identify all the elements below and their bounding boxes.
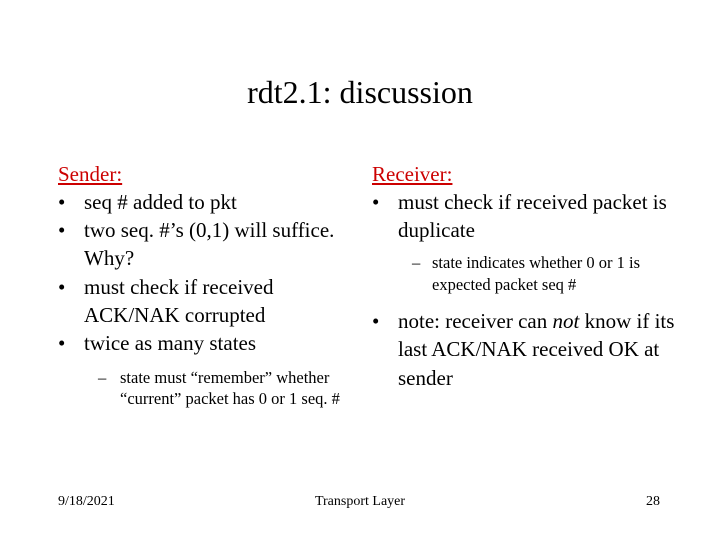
- sender-column: [58, 160, 368, 410]
- sender-heading: Sender:: [58, 162, 123, 186]
- receiver-bullet-1: • must check if received packet is duplicate: [372, 188, 692, 244]
- receiver-bullet-2-pre: note: receiver can: [398, 309, 553, 334]
- sender-bullet-2: • two seq. #’s (0,1) will suffice. Why?: [58, 216, 368, 272]
- footer-title: Transport Layer: [314, 494, 406, 509]
- footer-date: 9/18/2021: [58, 494, 115, 509]
- receiver-sub-bullet: – state indicates whether 0 or 1 is expected packet seq #: [372, 252, 692, 295]
- footer-page-number: 28: [646, 494, 660, 509]
- receiver-column: [372, 160, 692, 392]
- receiver-heading: Receiver:: [372, 162, 453, 186]
- sender-bullet-4: • twice as many states: [58, 329, 368, 357]
- sender-bullet-3: • must check if received ACK/NAK corrupted: [58, 273, 368, 329]
- receiver-bullet-2-emphasis: not: [552, 309, 580, 334]
- slide-title: rdt2.1: discussion: [247, 74, 473, 110]
- sender-bullet-1: • seq # added to pkt: [58, 188, 368, 216]
- receiver-bullet-2: [372, 307, 692, 391]
- sender-list: [58, 188, 368, 410]
- sender-sub-bullet: – state must “remember” whether “current” packet has 0 or 1 seq. #: [58, 367, 368, 410]
- receiver-list: [372, 188, 692, 392]
- receiver-bullet-2-post: know if its last ACK/NAK received OK at sender: [398, 309, 675, 390]
